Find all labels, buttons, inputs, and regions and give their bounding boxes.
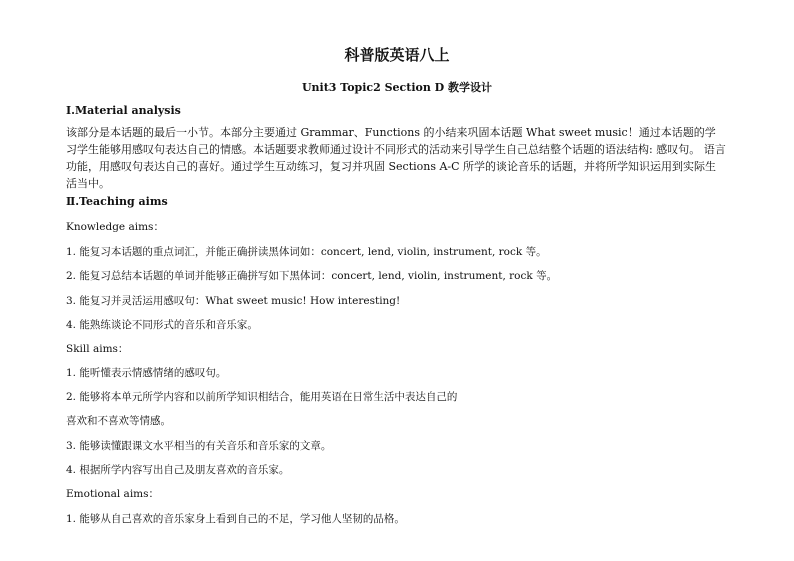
emotional-aims-label: Emotional aims： xyxy=(66,488,160,500)
skill-aim-1: 1. 能听懂表示情感情绪的感叹句。 xyxy=(66,367,227,379)
knowledge-aim-1: 1. 能复习本话题的重点词汇，并能正确拼读黑体词如：concert, lend, violin, instrument, rock 等。 xyxy=(66,246,547,258)
skill-aim-2: 2. 能够将本单元所学内容和以前所学知识相结合，能用英语在日常生活中表达自己的 xyxy=(66,391,458,403)
skill-aim-3: 3. 能够读懂跟课文水平相当的有关音乐和音乐家的文章。 xyxy=(66,440,332,452)
skill-aim-4: 4. 根据所学内容写出自己及朋友喜欢的音乐家。 xyxy=(66,464,290,476)
material-analysis-paragraph: 该部分是本话题的最后一小节。本部分主要通过 Grammar、Functions 的小结来巩固本话题 What sweet music！通过本话题的学习学生能够用感叹句表达自己的情感。本话题要求教师通过设计不同形式的活动来引导学生自己总结整个话题的语法结构: 感叹句。 语言功能，用感叹句表达自己的喜好。通过学生互动练习，复习并巩固 Sections A-C 所学的谈论音乐的话题，并将所学知识运用到实际生活当中。 xyxy=(66,126,726,190)
document-title: 科普版英语八上 xyxy=(344,46,450,64)
section-heading-material-analysis: Ⅰ.Material analysis xyxy=(66,104,181,117)
section-heading-teaching-aims: Ⅱ.Teaching aims xyxy=(66,195,168,208)
knowledge-aims-label: Knowledge aims： xyxy=(66,221,164,233)
skill-aims-label: Skill aims： xyxy=(66,343,129,355)
knowledge-aim-4: 4. 能熟练谈论不同形式的音乐和音乐家。 xyxy=(66,319,258,331)
skill-aim-2-continued: 喜欢和不喜欢等情感。 xyxy=(66,415,171,427)
knowledge-aim-2: 2. 能复习总结本话题的单词并能够正确拼写如下黑体词：concert, lend, violin, instrument, rock 等。 xyxy=(66,270,558,282)
document-subtitle: Unit3 Topic2 Section D 教学设计 xyxy=(301,81,493,94)
emotional-aim-1: 1. 能够从自己喜欢的音乐家身上看到自己的不足，学习他人坚韧的品格。 xyxy=(66,513,405,525)
knowledge-aim-3: 3. 能复习并灵活运用感叹句：What sweet music! How interesting! xyxy=(66,295,401,307)
